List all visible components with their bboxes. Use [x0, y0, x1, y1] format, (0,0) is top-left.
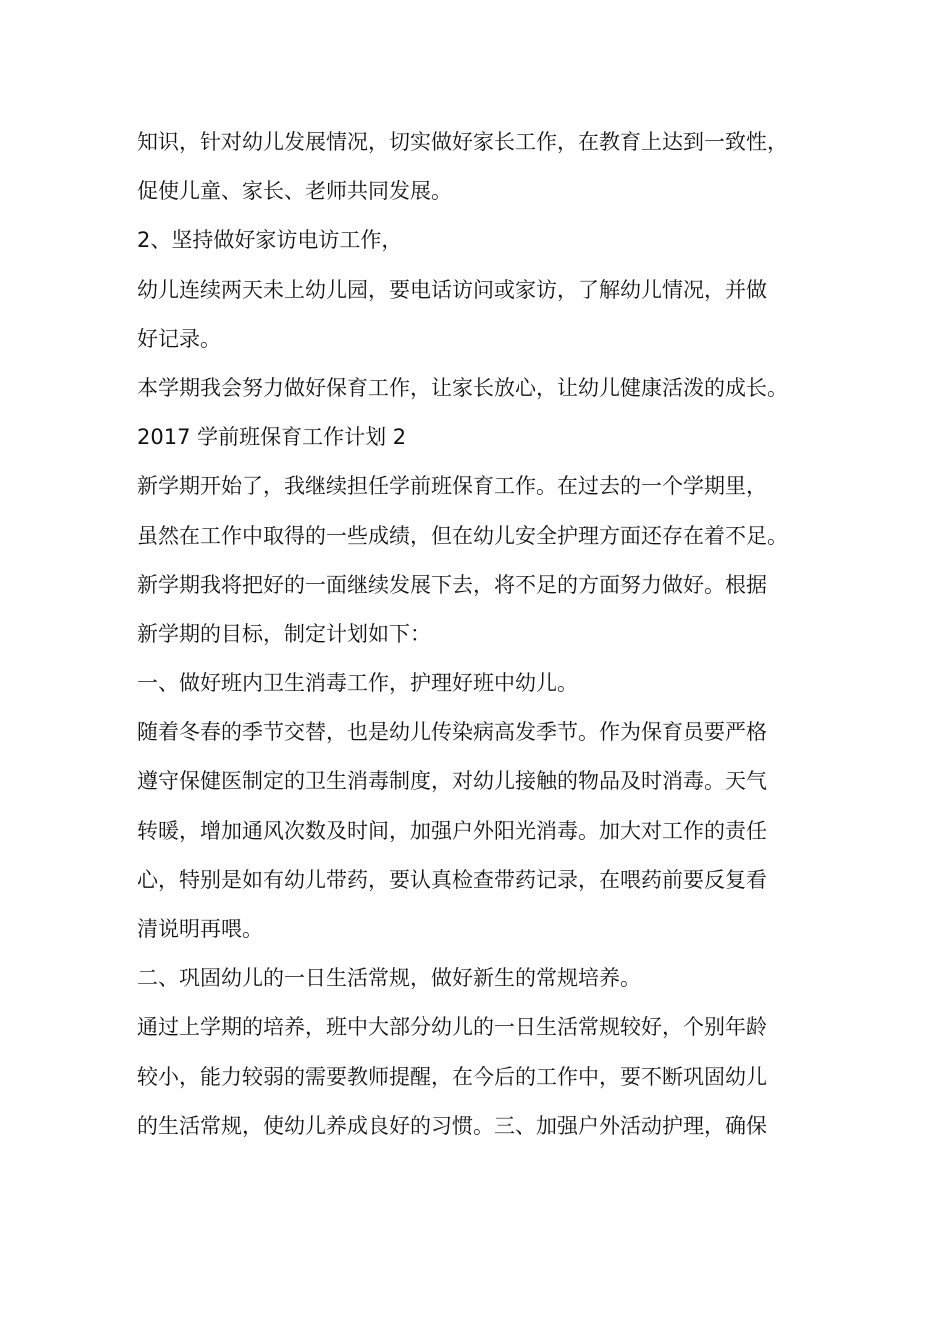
- text-line-21: 的生活常规，使幼儿养成良好的习惯。三、加强户外活动护理，确保: [137, 1113, 767, 1138]
- text-line-5: 好记录。: [137, 326, 221, 351]
- text-line-13: 随着冬春的季节交替，也是幼儿传染病高发季节。作为保育员要严格: [137, 720, 767, 745]
- text-line-15: 转暖，增加通风次数及时间，加强户外阳光消毒。加大对工作的责任: [137, 818, 767, 843]
- text-line-1: 知识，针对幼儿发展情况，切实做好家长工作，在教育上达到一致性，: [137, 130, 788, 154]
- subheading-1: 一、做好班内卫生消毒工作，护理好班中幼儿。: [137, 671, 578, 696]
- text-line-8: 新学期开始了，我继续担任学前班保育工作。在过去的一个学期里，: [137, 474, 767, 499]
- text-line-10: 新学期我将把好的一面继续发展下去，将不足的方面努力做好。根据: [137, 572, 767, 597]
- subheading-2: 二、巩固幼儿的一日生活常规，做好新生的常规培养。: [137, 966, 641, 991]
- text-line-14: 遵守保健医制定的卫生消毒制度，对幼儿接触的物品及时消毒。天气: [137, 769, 767, 794]
- text-line-3: 2、坚持做好家访电访工作，: [137, 228, 403, 253]
- text-line-17: 清说明再喂。: [137, 917, 263, 941]
- text-line-16: 心，特别是如有幼儿带药，要认真检查带药记录，在喂药前要反复看: [137, 867, 767, 892]
- text-line-6: 本学期我会努力做好保育工作，让家长放心，让幼儿健康活泼的成长。: [137, 375, 788, 400]
- text-line-11: 新学期的目标，制定计划如下：: [137, 621, 431, 646]
- text-line-19: 通过上学期的培养，班中大部分幼儿的一日生活常规较好，个别年龄: [137, 1015, 767, 1040]
- text-line-9: 虽然在工作中取得的一些成绩，但在幼儿安全护理方面还存在着不足。: [137, 523, 788, 548]
- section-heading: 2017 学前班保育工作计划 2: [137, 425, 407, 450]
- document-body: [137, 118, 827, 1151]
- text-line-2: 促使儿童、家长、老师共同发展。: [137, 179, 452, 204]
- text-line-4: 幼儿连续两天未上幼儿园，要电话访问或家访，了解幼儿情况，并做: [137, 277, 767, 302]
- text-line-20: 较小，能力较弱的需要教师提醒，在今后的工作中，要不断巩固幼儿: [137, 1064, 767, 1089]
